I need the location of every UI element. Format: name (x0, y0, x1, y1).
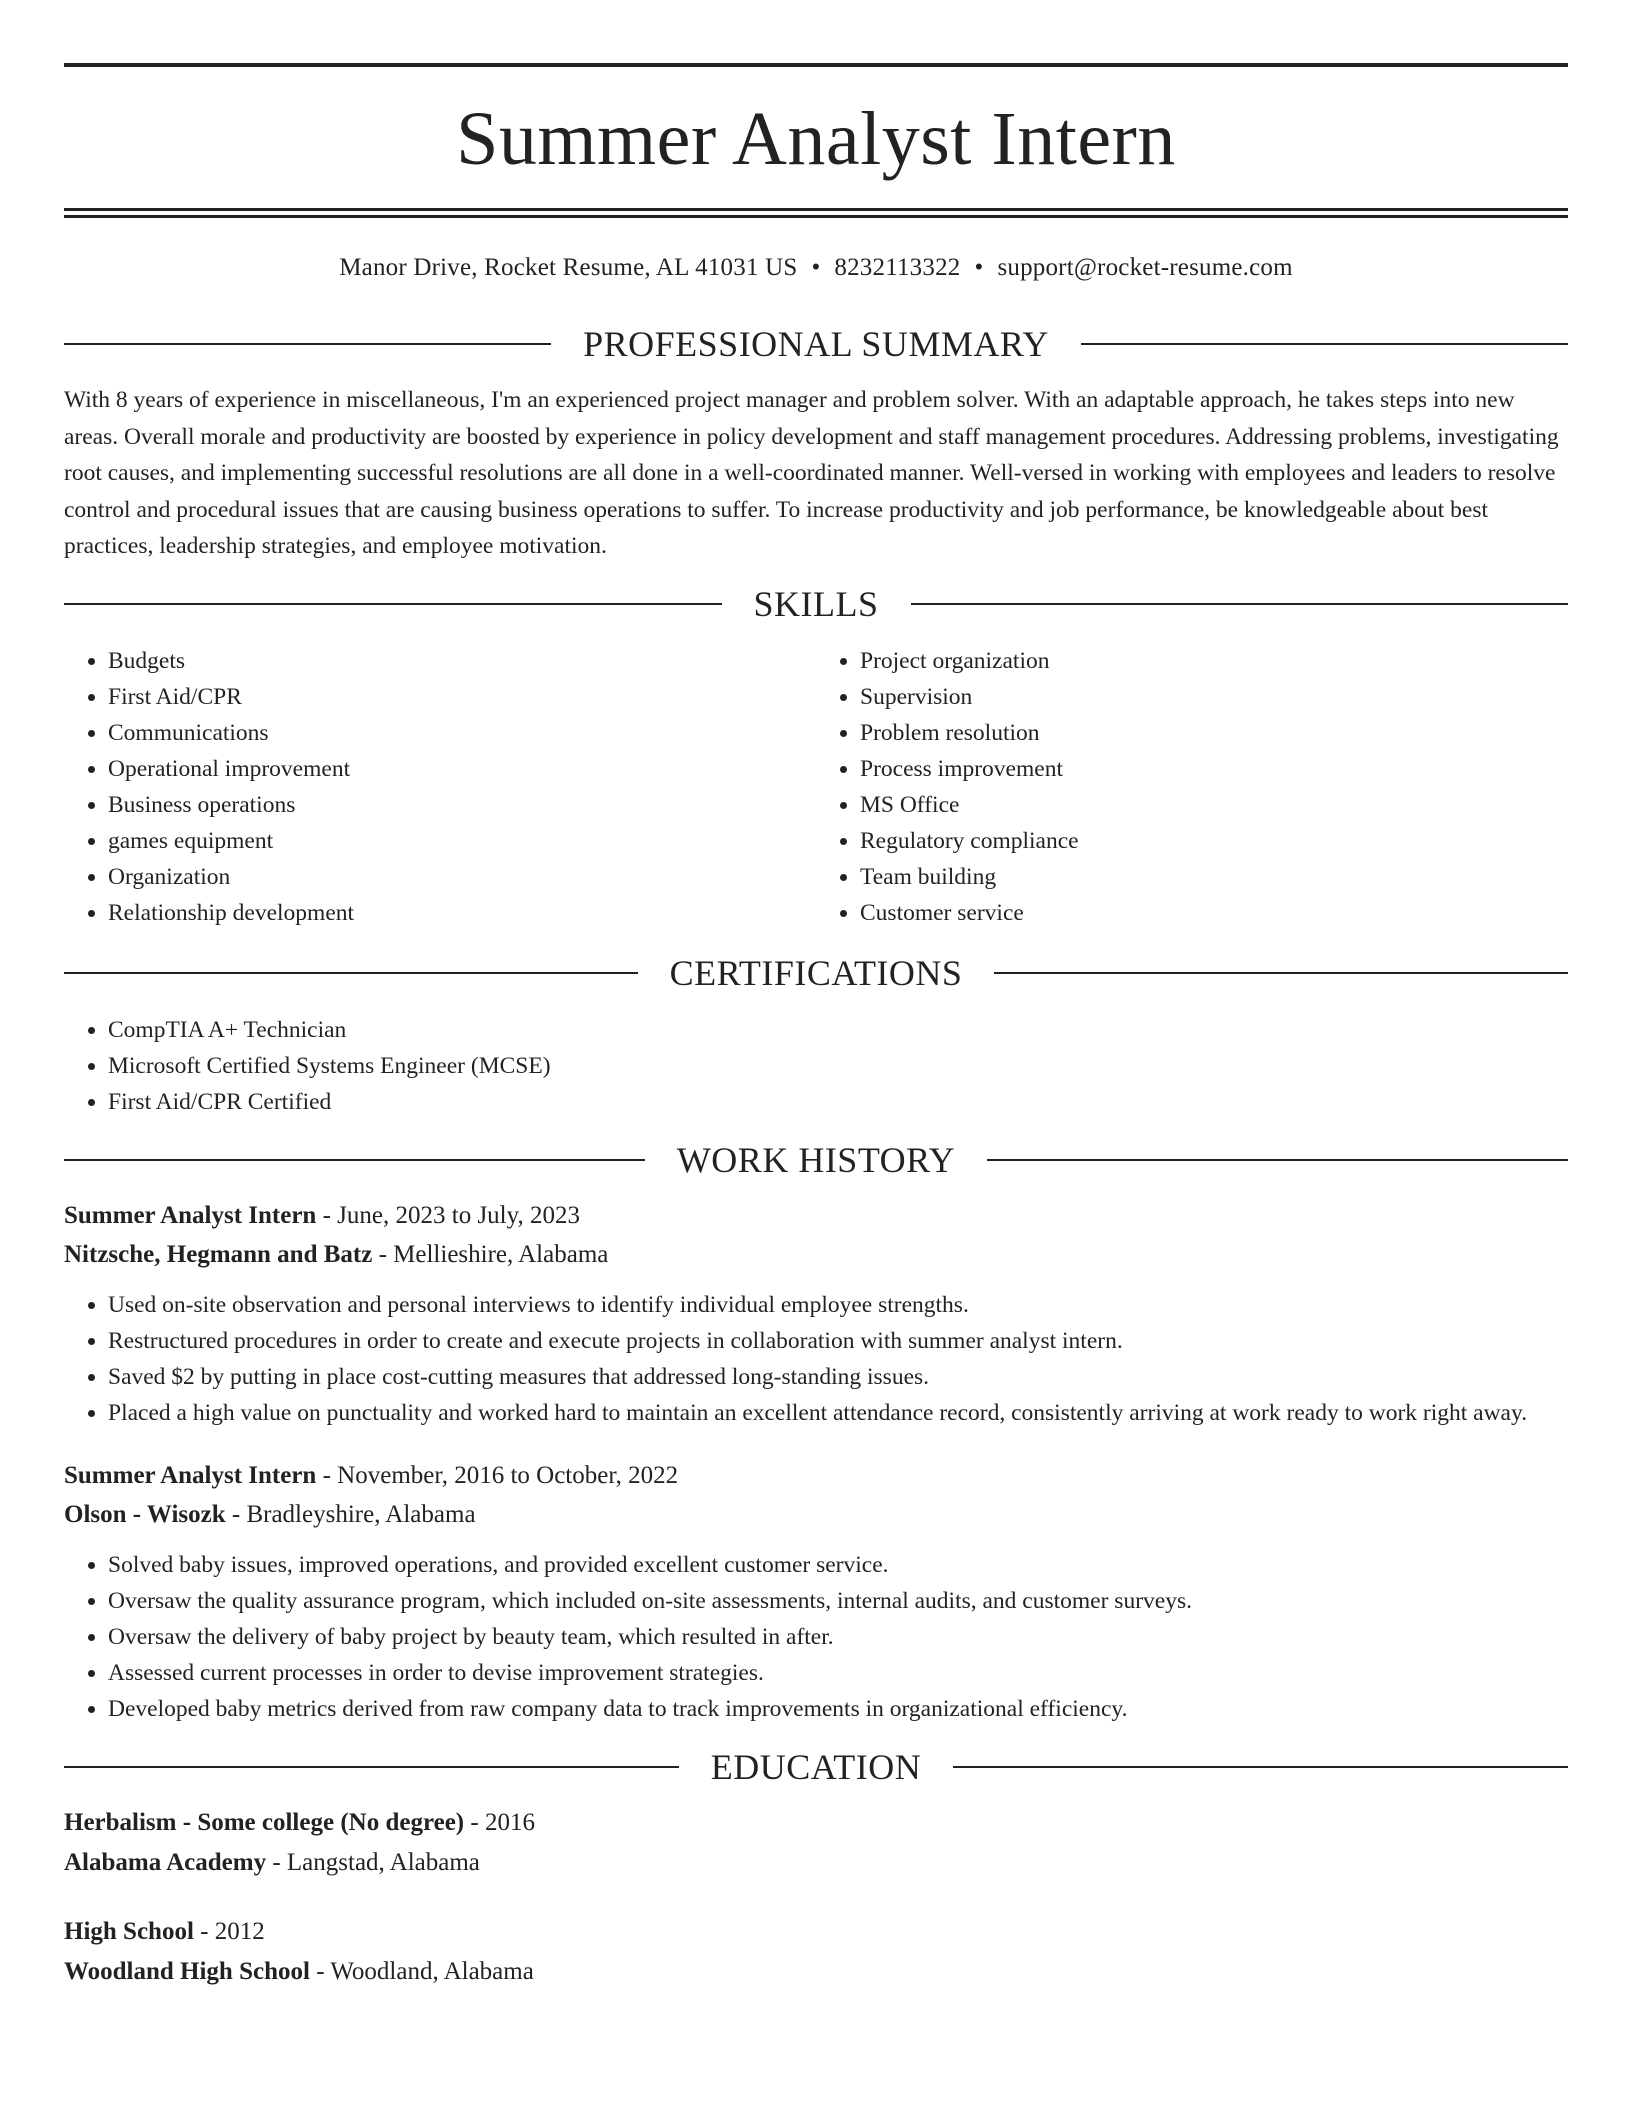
contact-phone: 8232113322 (834, 254, 961, 281)
skill-item: • Supervision (860, 679, 1568, 715)
contact-separator: • (811, 254, 821, 281)
education-school: Woodland High School (64, 1957, 310, 1985)
section-heading-summary (64, 326, 1568, 362)
education-school: Alabama Academy (64, 1848, 267, 1876)
education-year: 2016 (484, 1808, 535, 1836)
education-school-line: Woodland High School - Woodland, Alabama (64, 1957, 534, 1985)
skill-item: • Business operations (108, 787, 816, 823)
job-dates: November, 2016 to October, 2022 (337, 1461, 679, 1489)
certification-item: • CompTIA A+ Technician (108, 1012, 1568, 1048)
job-bullet: • Solved baby issues, improved operations, and provided excellent customer service. (108, 1547, 1568, 1583)
job-bullet: • Saved $2 by putting in place cost-cutting measures that addressed long-standing issues. (108, 1359, 1568, 1395)
education-entry (64, 1919, 1568, 1984)
skill-item: • Problem resolution (860, 715, 1568, 751)
job-bullets (64, 1287, 1568, 1431)
education-year: 2012 (214, 1917, 265, 1945)
top-rule (64, 63, 1568, 67)
section-heading-work-history (64, 1139, 1568, 1180)
title-double-rule (64, 208, 1568, 218)
resume-title: Summer Analyst Intern (456, 97, 1176, 181)
section-heading-label: WORK HISTORY (676, 1139, 956, 1180)
job-bullet: • Developed baby metrics derived from raw company data to track improvements in organizational efficiency. (108, 1691, 1568, 1727)
contact-email[interactable]: support@rocket-resume.com (997, 254, 1293, 281)
job-title: Summer Analyst Intern (64, 1461, 317, 1489)
job-title-line: Summer Analyst Intern - June, 2023 to July, 2023 (64, 1201, 580, 1229)
job-company: Nitzsche, Hegmann and Batz (64, 1240, 373, 1268)
skill-item: • Communications (108, 715, 816, 751)
job-entry (64, 1463, 1568, 1727)
skill-item: • Process improvement (860, 751, 1568, 787)
skills-list-right (816, 643, 1568, 931)
skill-item: • Project organization (860, 643, 1568, 679)
skill-item: • Organization (108, 859, 816, 895)
skill-item: • games equipment (108, 823, 816, 859)
section-heading-certifications (64, 952, 1568, 993)
skill-item: • Customer service (860, 895, 1568, 931)
skill-item: • MS Office (860, 787, 1568, 823)
job-bullet: • Oversaw the quality assurance program, which included on-site assessments, internal audits, and customer surveys. (108, 1583, 1568, 1619)
section-heading-label: SKILLS (753, 583, 879, 624)
job-company-line: Olson - Wisozk - Bradleyshire, Alabama (64, 1500, 476, 1528)
job-entry (64, 1203, 1568, 1431)
job-title-line: Summer Analyst Intern - November, 2016 to October, 2022 (64, 1461, 679, 1489)
job-bullet: • Placed a high value on punctuality and worked hard to maintain an excellent attendance record, consistently arriving at work ready to work right away. (108, 1395, 1568, 1431)
skill-item: • Operational improvement (108, 751, 816, 787)
job-dates: June, 2023 to July, 2023 (337, 1201, 580, 1229)
education-entry (64, 1810, 1568, 1875)
job-bullets (64, 1547, 1568, 1727)
skills-list-left (64, 643, 816, 931)
education-degree: High School (64, 1917, 194, 1945)
skill-item: • Regulatory compliance (860, 823, 1568, 859)
job-bullet: • Oversaw the delivery of baby project by beauty team, which resulted in after. (108, 1619, 1568, 1655)
skill-item: • First Aid/CPR (108, 679, 816, 715)
education-degree-line: High School - 2012 (64, 1917, 265, 1945)
education-location: Langstad, Alabama (286, 1848, 480, 1876)
section-heading-label: CERTIFICATIONS (669, 952, 963, 993)
job-location: Mellieshire, Alabama (393, 1240, 609, 1268)
contact-line (64, 255, 1568, 280)
job-bullet: • Used on-site observation and personal interviews to identify individual employee strengths. (108, 1287, 1568, 1323)
certifications-list (64, 1012, 1568, 1120)
contact-separator: • (974, 254, 984, 281)
resume-page (64, 0, 1568, 1984)
certification-item: • First Aid/CPR Certified (108, 1084, 1568, 1120)
job-company: Olson - Wisozk (64, 1500, 226, 1528)
education-school-line: Alabama Academy - Langstad, Alabama (64, 1848, 480, 1876)
contact-address: Manor Drive, Rocket Resume, AL 41031 US (339, 254, 798, 281)
skills-columns (64, 643, 1568, 931)
education-degree: Herbalism - Some college (No degree) (64, 1808, 465, 1836)
job-title: Summer Analyst Intern (64, 1201, 317, 1229)
job-company-line: Nitzsche, Hegmann and Batz - Mellieshire, Alabama (64, 1240, 609, 1268)
section-heading-education (64, 1746, 1568, 1787)
job-bullet: • Assessed current processes in order to devise improvement strategies. (108, 1655, 1568, 1691)
job-location: Bradleyshire, Alabama (246, 1500, 476, 1528)
skill-item: • Team building (860, 859, 1568, 895)
education-degree-line: Herbalism - Some college (No degree) - 2016 (64, 1808, 535, 1836)
skill-item: • Relationship development (108, 895, 816, 931)
section-heading-skills (64, 583, 1568, 624)
section-heading-label: PROFESSIONAL SUMMARY (583, 324, 1049, 364)
summary-text: With 8 years of experience in miscellaneous, I'm an experienced project manager and problem solver. With an adaptable approach, he takes steps into new areas. Overall morale and productivity are boosted by experience in policy development and staff management procedures. Addressing problems, investigating root causes, and implementing successful resolutions are all done in a well-coordinated manner. Well-versed in working with employees and leaders to resolve control and procedural issues that are causing business operations to suffer. To increase productivity and job performance, be knowledgeable about best practices, leadership strategies, and employee motivation. (64, 387, 1559, 559)
job-bullet: • Restructured procedures in order to create and execute projects in collaboration with summer analyst intern. (108, 1323, 1568, 1359)
skill-item: • Budgets (108, 643, 816, 679)
certification-item: • Microsoft Certified Systems Engineer (MCSE) (108, 1048, 1568, 1084)
section-heading-label: EDUCATION (710, 1746, 922, 1787)
education-location: Woodland, Alabama (330, 1957, 534, 1985)
